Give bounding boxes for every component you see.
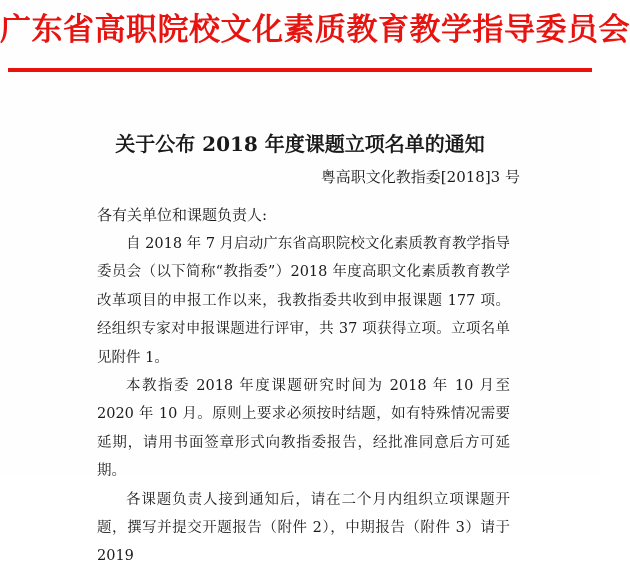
body-paragraph-1: 自 2018 年 7 月启动广东省高职院校文化素质教育教学指导委员会（以下简称“教指委”）2018 年度高职文化素质教育教学改革项目的申报工作以来，我教指委共收到申报课题 177 项。经组织专家对申报课题进行评审，共 37 项获得立项。立项名单见附件 1。: [97, 236, 510, 366]
notice-title: 关于公布 2018 年度课题立项名单的通知: [115, 132, 485, 156]
notice-body: [97, 230, 510, 571]
body-paragraph-2: 本教指委 2018 年度课题研究时间为 2018 年 10 月至 2020 年 10 月。原则上要求必须按时结题，如有特殊情况需要延期，请用书面签章形式向教指委报告，经批准同意后方可延期。: [97, 378, 510, 480]
body-paragraph-3: 各课题负责人接到通知后，请在二个月内组织立项课题开题，撰写并提交开题报告（附件 2），中期报告（附件 3）请于 2019: [97, 491, 510, 565]
red-header-rule: [8, 68, 592, 72]
salutation: 各有关单位和课题负责人:: [97, 206, 268, 224]
document-number: 粤高职文化教指委[2018]3 号: [320, 168, 520, 186]
issuing-organization-header: 广东省高职院校文化素质教育教学指导委员会: [0, 12, 630, 48]
